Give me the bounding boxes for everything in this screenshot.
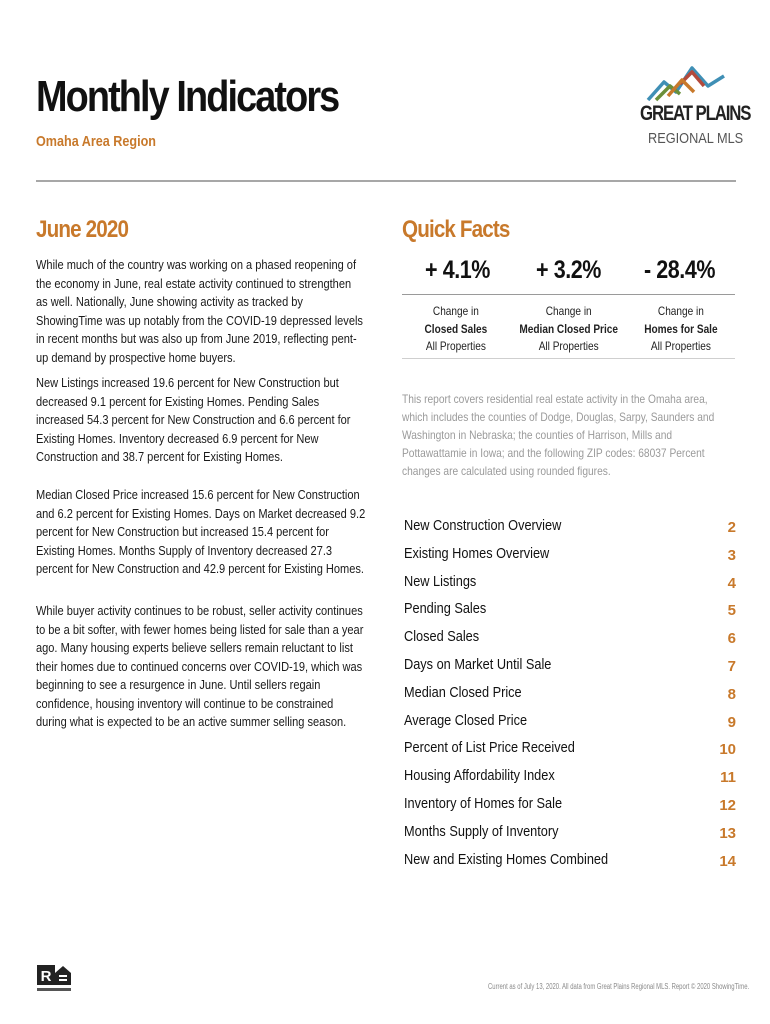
summary-paragraph: Median Closed Price increased 15.6 percent for New Construction and 6.2 percent for Existing Homes. Days on Market decreased 9.2 percent for New Construction but increased 15.4 percent for Existing Homes. Months Supply of Inventory decreased 27.3 percent for New Construction and 42.9 percent for Existing Homes. [36, 487, 366, 576]
toc-item [404, 681, 736, 709]
toc-label: Housing Affordability Index [404, 767, 555, 785]
region-subtitle: Omaha Area Region [36, 133, 156, 150]
closed-sales-fact [402, 303, 510, 356]
toc-label: Pending Sales [404, 600, 487, 618]
great-plains-logo [640, 62, 751, 152]
footer-note: Current as of July 13, 2020. All data from Great Plains Regional MLS. Report © 2020 ShowingTime. [488, 982, 750, 991]
median-price-fact [510, 303, 627, 356]
homes-for-sale-change: - 28.4% [643, 256, 716, 284]
toc-item [404, 514, 736, 542]
quick-facts-bottom-divider [402, 358, 735, 359]
toc-item [404, 764, 736, 792]
toc-page-number: 13 [719, 824, 736, 842]
toc-label: Days on Market Until Sale [404, 655, 552, 673]
fact-caption: Change in [658, 304, 705, 318]
logo-name: GREAT PLAINS [640, 102, 751, 125]
coverage-note: This report covers residential real estate activity in the Omaha area, which includes the counties of Dodge, Douglas, Sarpy, Saunders and Washington in Nebraska; the counties of Harrison, Mills and Pottawattamie in Iowa; and the following ZIP codes: 68037 Percent changes are calculated using rounded figures. [402, 392, 715, 478]
toc-page-number: 9 [727, 713, 736, 731]
toc-item [404, 820, 736, 848]
toc-item [404, 653, 736, 681]
toc-label: Median Closed Price [404, 683, 522, 701]
toc-page-number: 4 [727, 574, 736, 592]
toc-item [404, 542, 736, 570]
quick-facts-labels [402, 303, 735, 356]
toc-item [404, 848, 736, 876]
closed-sales-change: + 4.1% [425, 256, 490, 284]
toc-label: Percent of List Price Received [404, 739, 575, 757]
toc-label: New Construction Overview [404, 517, 562, 534]
fact-caption: Change in [432, 304, 479, 318]
toc-page-number: 5 [727, 602, 736, 620]
quick-facts-divider [402, 294, 735, 295]
toc-item [404, 597, 736, 625]
toc-item [404, 736, 736, 764]
toc-label: Existing Homes Overview [404, 544, 550, 562]
equal-housing-icon [54, 964, 72, 994]
fact-scope: All Properties [651, 339, 712, 353]
toc-label: Inventory of Homes for Sale [404, 794, 563, 812]
summary-paragraph: New Listings increased 19.6 percent for New Construction but decreased 9.1 percent for Existing Homes. Pending Sales increased 54.3 percent for New Construction and 6.6 percent for Existing Homes. Inventory decreased 6.9 percent for New Construction and 38.7 percent for Existing Homes. [36, 375, 351, 464]
toc-label: Months Supply of Inventory [404, 822, 559, 840]
logo-subtitle: REGIONAL MLS [648, 130, 744, 147]
svg-text:R: R [40, 968, 52, 985]
toc-item [404, 570, 736, 598]
fact-metric: Median Closed Price [519, 321, 618, 336]
quick-facts-values [402, 256, 735, 292]
toc-page-number: 10 [719, 741, 736, 759]
toc-page-number: 3 [727, 546, 736, 564]
toc-page-number: 6 [727, 630, 736, 648]
summary-paragraph: While buyer activity continues to be robust, seller activity continues to be a bit softer, with fewer homes being listed for sale than a year ago. Many housing experts believe sellers remain reluctant to list their homes due to continued concerns over COVID-19, which was beginning to see a resurgence in June. Until sellers regain confidence, housing inventory will continue to be constrained during what is expected to be an active summer selling season. [36, 603, 364, 729]
fact-scope: All Properties [425, 339, 486, 353]
fact-scope: All Properties [538, 339, 599, 353]
toc-page-number: 8 [727, 685, 736, 703]
toc-item [404, 792, 736, 820]
toc-label: Closed Sales [404, 628, 480, 646]
summary-paragraph: While much of the country was working on a phased reopening of the economy in June, real estate activity continued to strengthen as well. Nationally, June showing activity as tracked by ShowingTime was up notably from the COVID-19 depressed levels in recent months but was also up from June 2019, reflecting pent-up demand by prospective home buyers. [36, 257, 363, 365]
header-divider [36, 180, 736, 182]
toc-page-number: 11 [720, 769, 736, 787]
table-of-contents [404, 514, 736, 875]
fact-metric: Homes for Sale [644, 321, 718, 336]
toc-page-number: 14 [719, 852, 736, 870]
quick-facts-title: Quick Facts [402, 216, 510, 243]
toc-label: Average Closed Price [404, 711, 528, 729]
toc-item [404, 625, 736, 653]
toc-item [404, 709, 736, 737]
homes-for-sale-fact [627, 303, 735, 356]
fact-caption: Change in [545, 304, 592, 318]
toc-page-number: 12 [719, 796, 736, 814]
median-price-change: + 3.2% [536, 256, 601, 284]
mountains-icon [646, 62, 726, 102]
report-month: June 2020 [36, 216, 129, 243]
toc-page-number: 2 [727, 519, 736, 536]
fact-metric: Closed Sales [424, 321, 488, 336]
toc-page-number: 7 [727, 657, 736, 675]
page-title: Monthly Indicators [36, 72, 339, 121]
toc-label: New and Existing Homes Combined [404, 850, 609, 868]
toc-label: New Listings [404, 572, 477, 590]
